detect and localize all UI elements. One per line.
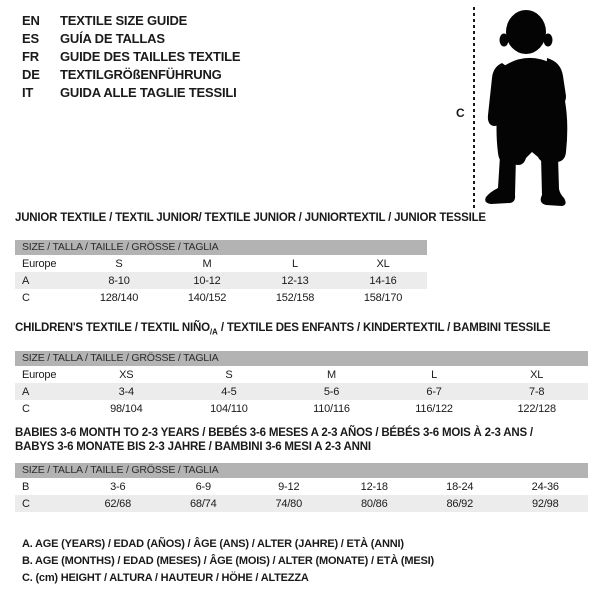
note-age-months: B. AGE (MONTHS) / EDAD (MESES) / ÂGE (MOIS) / ALTER (MONATE) / ETÀ (MESI) <box>22 555 434 567</box>
title-row-es <box>22 30 240 48</box>
height-measure-dashed-line <box>473 7 475 209</box>
age-cell: 7-8 <box>485 383 588 400</box>
age-cell: 8-10 <box>75 272 163 289</box>
size-cell: XL <box>530 368 544 381</box>
baby-silhouette-icon <box>483 6 587 208</box>
table-row-age <box>15 272 427 289</box>
months-cell: 6-9 <box>195 480 211 493</box>
title-line-1: BABIES 3-6 MONTH TO 2-3 YEARS / BEBÉS 3-6 MESES A 2-3 AÑOS / BÉBÉS 3-6 MOIS À 2-3 ANS / <box>15 427 533 439</box>
table-row-height <box>15 400 588 417</box>
size-cell: XL <box>376 257 390 270</box>
row-label: B <box>22 480 30 493</box>
table-row-age <box>15 383 588 400</box>
row-label: Europe <box>22 368 57 381</box>
months-cell: 24-36 <box>531 480 559 493</box>
junior-table-title: JUNIOR TEXTILE / TEXTIL JUNIOR/ TEXTILE JUNIOR / JUNIORTEXTIL / JUNIOR TESSILE <box>15 212 486 224</box>
row-label: Europe <box>22 257 57 270</box>
height-cell: 122/128 <box>517 402 556 415</box>
size-cell: XS <box>119 368 134 381</box>
row-label: A <box>15 272 75 289</box>
height-cell: 110/116 <box>313 402 350 415</box>
months-cell: 3-6 <box>110 480 126 493</box>
months-cell: 12-18 <box>360 480 388 493</box>
height-cell: 86/92 <box>417 495 503 512</box>
age-cell: 4-5 <box>178 383 281 400</box>
title-row-fr <box>22 48 240 66</box>
language-title: GUIDE DES TAILLES TEXTILE <box>60 49 241 64</box>
age-cell: 5-6 <box>280 383 383 400</box>
language-title: TEXTILGRÖßENFÜHRUNG <box>60 67 222 82</box>
size-header-bar: SIZE / TALLA / TAILLE / GRÖSSE / TAGLIA <box>15 351 588 366</box>
height-cell: 74/80 <box>246 495 332 512</box>
table-row-height <box>15 495 588 512</box>
language-code: IT <box>22 85 34 100</box>
size-cell: S <box>115 257 123 270</box>
note-height: C. (cm) HEIGHT / ALTURA / HAUTEUR / HÖHE / ALTEZZA <box>22 572 309 584</box>
junior-textile-section <box>15 211 486 306</box>
title-line-2: BABYS 3-6 MONATE BIS 2-3 JAHRE / BAMBINI 3-6 MESI A 2-3 ANNI <box>15 441 371 453</box>
row-label: C <box>22 291 30 304</box>
language-title: GUÍA DE TALLAS <box>60 31 165 46</box>
height-cell: 140/152 <box>187 291 227 304</box>
height-cell: 152/158 <box>275 291 315 304</box>
months-cell: 18-24 <box>446 480 474 493</box>
height-measure-label: C <box>456 106 465 120</box>
height-cell: 128/140 <box>99 291 139 304</box>
title-row-de <box>22 66 240 84</box>
size-header-bar: SIZE / TALLA / TAILLE / GRÖSSE / TAGLIA <box>15 463 588 478</box>
size-header-bar: SIZE / TALLA / TAILLE / GRÖSSE / TAGLIA <box>15 240 427 255</box>
title-text: / TEXTILE DES ENFANTS / KINDERTEXTIL / BAMBINI TESSILE <box>217 322 551 334</box>
height-cell: 68/74 <box>161 495 247 512</box>
title-block <box>22 12 240 102</box>
age-cell: 14-16 <box>339 272 427 289</box>
language-code: ES <box>22 31 39 46</box>
months-cell: 9-12 <box>278 480 300 493</box>
row-label: C <box>15 495 75 512</box>
children-table-title <box>15 321 588 339</box>
height-cell: 116/122 <box>415 402 453 415</box>
size-cell: L <box>431 368 438 381</box>
row-label: C <box>22 402 30 415</box>
table-row-height <box>15 289 427 306</box>
age-cell: 3-4 <box>75 383 178 400</box>
table-row-region <box>15 366 588 383</box>
language-code: DE <box>22 67 40 82</box>
age-cell: 12-13 <box>251 272 339 289</box>
children-textile-section <box>15 321 588 417</box>
row-label: A <box>15 383 75 400</box>
children-size-table <box>15 366 588 417</box>
age-cell: 10-12 <box>163 272 251 289</box>
table-row-region <box>15 255 427 272</box>
babies-size-table <box>15 478 588 512</box>
babies-textile-section <box>15 426 588 512</box>
language-title: TEXTILE SIZE GUIDE <box>60 13 188 28</box>
height-cell: 98/104 <box>110 402 143 415</box>
height-cell: 158/170 <box>363 291 403 304</box>
title-row-en <box>22 12 240 30</box>
size-cell: M <box>327 368 336 381</box>
junior-size-table <box>15 255 427 306</box>
height-cell: 104/110 <box>210 402 248 415</box>
height-cell: 62/68 <box>75 495 161 512</box>
size-cell: L <box>292 257 298 270</box>
babies-table-title <box>15 426 588 454</box>
height-cell: 80/86 <box>332 495 418 512</box>
title-row-it <box>22 84 240 102</box>
title-subscript: /A <box>209 327 218 337</box>
age-cell: 6-7 <box>383 383 486 400</box>
title-text: CHILDREN'S TEXTILE / TEXTIL NIÑO <box>15 322 210 334</box>
language-code: EN <box>22 13 40 28</box>
legend-notes <box>22 536 434 587</box>
note-age-years: A. AGE (YEARS) / EDAD (AÑOS) / ÂGE (ANS) / ALTER (JAHRE) / ETÀ (ANNI) <box>22 538 404 550</box>
language-title: GUIDA ALLE TAGLIE TESSILI <box>60 85 237 100</box>
size-cell: M <box>202 257 212 270</box>
table-row-months <box>15 478 588 495</box>
size-cell: S <box>225 368 233 381</box>
height-cell: 92/98 <box>503 495 589 512</box>
language-code: FR <box>22 49 39 64</box>
